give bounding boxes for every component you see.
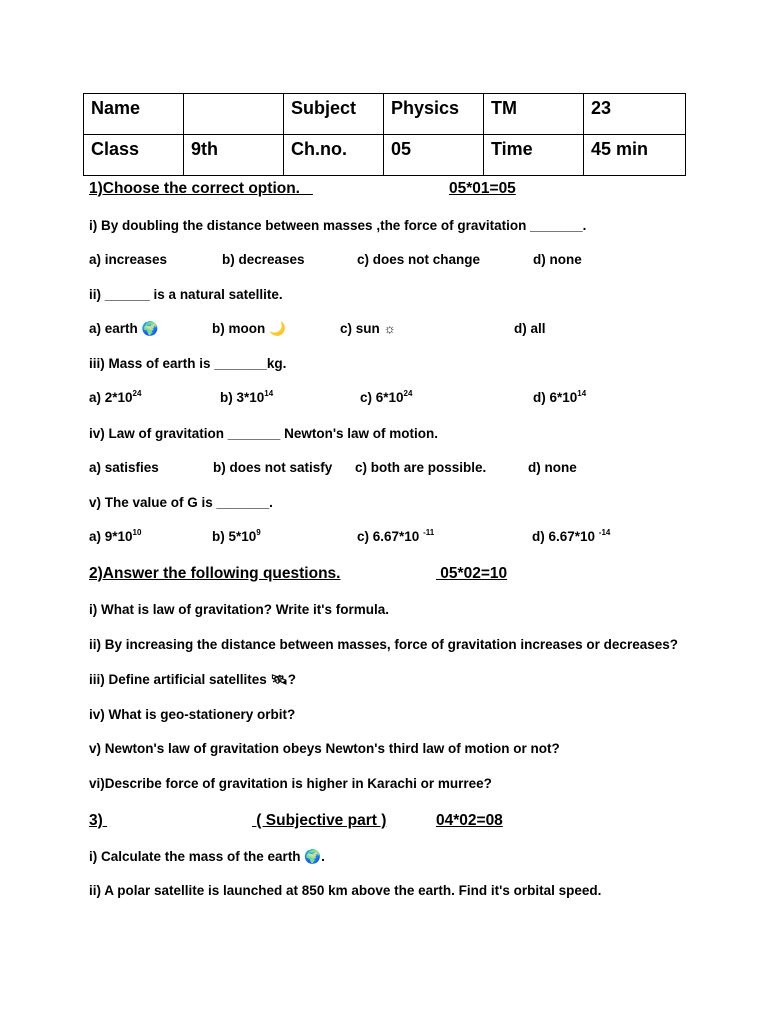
mcq-3-option-b-exp: 14 <box>264 389 274 398</box>
numerical-question-2: ii) A polar satellite is launched at 850 km above the earth. Find it's orbital speed. <box>89 883 602 898</box>
short-question-3: iii) Define artificial satellites 🛰? <box>89 672 296 687</box>
mcq-3-option-c <box>360 390 412 405</box>
mcq-3-option-b <box>220 390 273 405</box>
short-question-1: i) What is law of gravitation? Write it's formula. <box>89 602 389 617</box>
cell-subject-label: Subject <box>284 94 384 135</box>
mcq-2-option-b: b) moon 🌙 <box>212 321 286 336</box>
mcq-1-question: i) By doubling the distance between masses ,the force of gravitation _______. <box>89 218 587 233</box>
section3-marks: 04*02=08 <box>436 812 503 829</box>
cell-tm-label: TM <box>484 94 584 135</box>
mcq-2-question: ii) ______ is a natural satellite. <box>89 287 283 302</box>
mcq-5-option-a-exp: 10 <box>132 528 142 537</box>
mcq-4-option-a: a) satisfies <box>89 460 159 475</box>
mcq-5-option-d-base: d) 6.67*10 <box>532 529 599 544</box>
mcq-2-option-a: a) earth 🌍 <box>89 321 159 336</box>
mcq-2-option-d: d) all <box>514 321 546 336</box>
mcq-3-option-d <box>533 390 586 405</box>
mcq-5-option-a <box>89 529 141 544</box>
mcq-5-option-c <box>357 529 434 544</box>
mcq-2-option-c: c) sun ☼ <box>340 321 396 336</box>
mcq-3-option-d-exp: 14 <box>577 389 587 398</box>
cell-tm-value: 23 <box>584 94 686 135</box>
mcq-4-option-c: c) both are possible. <box>355 460 487 475</box>
mcq-1-option-c: c) does not change <box>357 252 481 267</box>
short-question-5: v) Newton's law of gravitation obeys Newton's third law of motion or not? <box>89 741 560 756</box>
mcq-4-question: iv) Law of gravitation _______ Newton's law of motion. <box>89 426 439 441</box>
mcq-3-option-d-base: d) 6*10 <box>533 390 578 405</box>
mcq-5-option-a-base: a) 9*10 <box>89 529 133 544</box>
mcq-1-option-a: a) increases <box>89 252 168 267</box>
short-question-6: vi)Describe force of gravitation is higher in Karachi or murree? <box>89 776 492 791</box>
mcq-3-option-a <box>89 390 141 405</box>
mcq-5-option-d <box>532 529 610 544</box>
mcq-5-option-c-exp: -11 <box>423 528 435 537</box>
cell-chno-value: 05 <box>384 135 484 176</box>
mcq-4-option-d: d) none <box>528 460 577 475</box>
section2-title: 2)Answer the following questions. <box>89 565 341 582</box>
mcq-3-option-a-base: a) 2*10 <box>89 390 133 405</box>
cell-name-value <box>184 94 284 135</box>
cell-class-value: 9th <box>184 135 284 176</box>
numerical-question-1: i) Calculate the mass of the earth 🌍. <box>89 849 325 864</box>
cell-name-label: Name <box>84 94 184 135</box>
mcq-3-option-c-base: c) 6*10 <box>360 390 404 405</box>
mcq-3-option-a-exp: 24 <box>132 389 142 398</box>
mcq-3-question: iii) Mass of earth is _______kg. <box>89 356 287 371</box>
cell-chno-label: Ch.no. <box>284 135 384 176</box>
short-question-4: iv) What is geo-stationery orbit? <box>89 707 296 722</box>
short-question-2: ii) By increasing the distance between masses, force of gravitation increases or decreases? <box>89 637 678 652</box>
mcq-4-option-b: b) does not satisfy <box>213 460 333 475</box>
section1-marks: 05*01=05 <box>449 180 516 197</box>
mcq-5-option-b <box>212 529 261 544</box>
mcq-3-option-b-base: b) 3*10 <box>220 390 265 405</box>
mcq-3-option-c-exp: 24 <box>403 389 413 398</box>
header-table <box>83 93 686 176</box>
mcq-5-question: v) The value of G is _______. <box>89 495 273 510</box>
mcq-5-option-b-exp: 9 <box>256 528 261 537</box>
section2-marks: 05*02=10 <box>436 565 508 582</box>
mcq-1-option-b: b) decreases <box>222 252 305 267</box>
header-row-class <box>84 135 686 176</box>
mcq-5-option-b-base: b) 5*10 <box>212 529 257 544</box>
cell-subject-value: Physics <box>384 94 484 135</box>
mcq-1-option-d: d) none <box>533 252 582 267</box>
mcq-5-option-d-exp: -14 <box>598 528 611 537</box>
section1-title: 1)Choose the correct option. <box>89 180 313 197</box>
cell-time-value: 45 min <box>584 135 686 176</box>
cell-class-label: Class <box>84 135 184 176</box>
mcq-5-option-c-base: c) 6.67*10 <box>357 529 424 544</box>
section3-subtitle: ( Subjective part ) <box>252 812 387 829</box>
header-row-name <box>84 94 686 135</box>
section3-title: 3) <box>89 812 108 829</box>
cell-time-label: Time <box>484 135 584 176</box>
